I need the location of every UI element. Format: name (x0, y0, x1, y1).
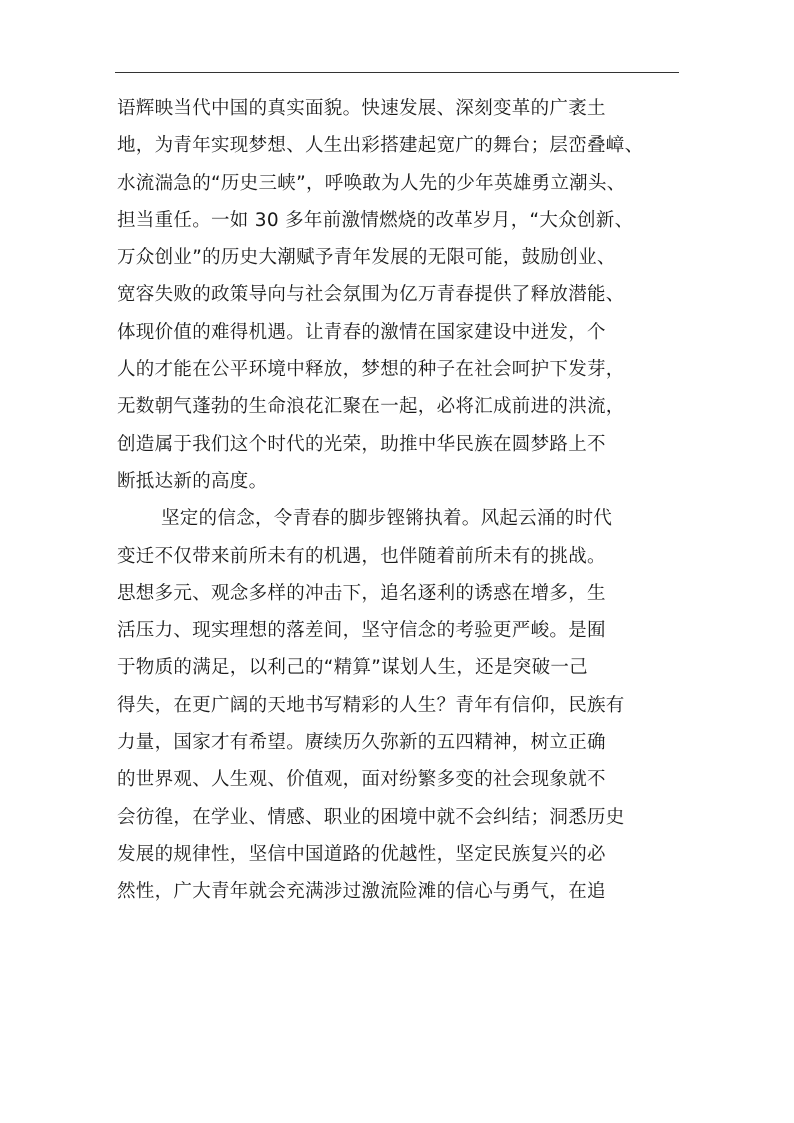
text-line: 万众创业”的历史大潮赋予青年发展的无限可能，鼓励创业、 (117, 247, 616, 269)
text-line: 力量，国家才有希望。赓续历久弥新的五四精神，树立正确 (117, 732, 606, 754)
paragraph-first-line: 坚定的信念，令青春的脚步铿锵执着。风起云涌的时代 (161, 508, 613, 530)
text-line: 然性，广大青年就会充满涉过激流险滩的信心与勇气，在追 (117, 881, 606, 903)
text-line: 无数朝气蓬勃的生命浪花汇聚在一起，必将汇成前进的洪流， (117, 396, 625, 418)
text-line: 会彷徨，在学业、情感、职业的困境中就不会纠结；洞悉历史 (117, 806, 625, 828)
text-line: 得失，在更广阔的天地书写精彩的人生？青年有信仰，民族有 (117, 694, 625, 716)
text-line: 的世界观、人生观、价值观，面对纷繁多变的社会现象就不 (117, 769, 606, 791)
text-line: 语辉映当代中国的真实面貌。快速发展、深刻变革的广袤土 (117, 98, 606, 119)
text-line: 发展的规律性，坚信中国道路的优越性，坚定民族复兴的必 (117, 843, 606, 865)
text-line: 体现价值的难得机遇。让青春的激情在国家建设中迸发，个 (117, 321, 606, 343)
body-text (117, 90, 687, 911)
text-line: 地，为青年实现梦想、人生出彩搭建起宽广的舞台；层峦叠嶂、 (117, 135, 644, 157)
text-line: 人的才能在公平环境中释放，梦想的种子在社会呵护下发芽， (117, 359, 625, 381)
text-line: 于物质的满足，以利己的“精算”谋划人生，还是突破一己 (117, 657, 588, 679)
text-line: 担当重任。一如 30 多年前激情燃烧的改革岁月，“大众创新、 (117, 209, 634, 231)
text-line: 活压力、现实理想的落差间，坚守信念的考验更严峻。是囿 (117, 620, 606, 642)
text-line: 思想多元、观念多样的冲击下，追名逐利的诱惑在增多，生 (117, 582, 606, 604)
text-line: 变迁不仅带来前所未有的机遇，也伴随着前所未有的挑战。 (117, 545, 606, 567)
text-line: 宽容失败的政策导向与社会氛围为亿万青春提供了释放潜能、 (117, 284, 625, 306)
header-rule (115, 72, 679, 73)
text-line: 断抵达新的高度。 (117, 470, 268, 492)
text-line: 水流湍急的“历史三峡”，呼唤敢为人先的少年英雄勇立潮头、 (117, 172, 626, 194)
text-line: 创造属于我们这个时代的光荣，助推中华民族在圆梦路上不 (117, 433, 606, 455)
